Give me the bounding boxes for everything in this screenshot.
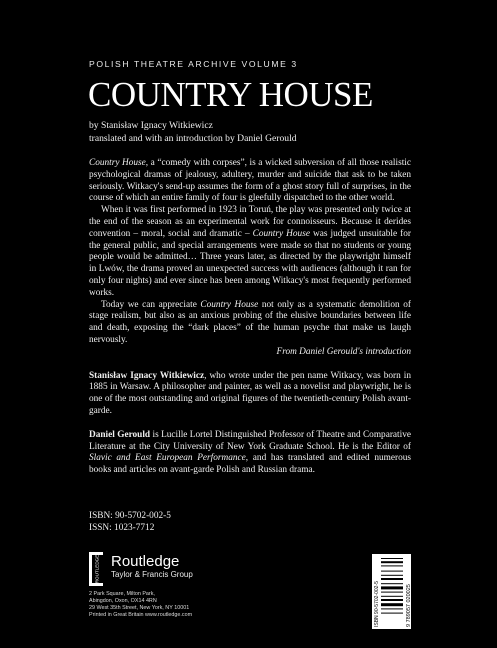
- publisher-group: Taylor & Francis Group: [111, 570, 193, 579]
- barcode-bar: [381, 571, 403, 572]
- series-title: POLISH THEATRE ARCHIVE VOLUME 3: [89, 59, 298, 69]
- play-title-italic: Country House: [89, 158, 146, 168]
- translator-credit: translated and with an introduction by Daniel Gerould: [89, 133, 297, 144]
- barcode-bar: [381, 575, 403, 576]
- barcode-isbn-text: ISBN 90-5702-002-5: [374, 581, 380, 627]
- quote-attribution: From Daniel Gerould's introduction: [276, 346, 411, 357]
- isbn-block: [89, 510, 171, 534]
- blurb-paragraph-1: Country House, a “comedy with corpses”, is a wicked subversion of all those realistic psychological dramas of jealousy, adultery, murder and suicide that ask to be taken seriously. Witkacy's send-up assumes the form of a ghost story full of surprises, in the course of which an entire family of four is gleefully dispatched to the other world.: [89, 158, 411, 204]
- barcode-bar: [381, 596, 403, 597]
- address-line: 2 Park Square, Milton Park,: [89, 591, 155, 597]
- play-title-italic: Country House: [200, 299, 259, 310]
- barcode-bar: [381, 578, 403, 580]
- routledge-logo-graphic: [89, 552, 105, 586]
- barcode-bar: [381, 613, 403, 614]
- barcode: [372, 554, 411, 629]
- play-title-italic: Country House: [252, 228, 310, 239]
- author-credit: by Stanisław Ignacy Witkiewicz: [89, 120, 213, 131]
- publisher-block: [89, 552, 193, 586]
- address-line: 29 West 35th Street, New York, NY 10001: [89, 605, 190, 612]
- translator-name: Daniel Gerould: [89, 429, 151, 440]
- address-line: Abingdon, Oxon, OX14 4RN: [89, 598, 157, 605]
- barcode-bar: [381, 586, 403, 589]
- journal-title: Slavic and East European Performance: [89, 453, 246, 464]
- publisher-name: Routledge: [111, 553, 180, 570]
- translator-bio: Daniel Gerould is Lucille Lortel Distinguished Professor of Theatre and Comparative Literature at the City University of New York Graduate School. He is the Editor of Slavic and East European Performance, and has translated and edited numerous books and articles on avant-garde Polish and Russian drama.: [89, 429, 412, 476]
- barcode-digits: 9 789057 020025: [406, 584, 412, 627]
- barcode-bar: [381, 608, 403, 609]
- issn-number: ISSN: 1023-7712: [89, 523, 155, 533]
- barcode-bar: [381, 561, 403, 563]
- blurb-paragraph-3: Today we can appreciate Country House not only as a systematic demolition of stage realism, but also as an anxious probing of the elusive boundaries between life and death, exposing the “dark places” of the human psyche that make us laugh nervously.: [89, 299, 411, 345]
- routledge-logo-icon: [89, 552, 105, 586]
- description: [89, 158, 411, 477]
- barcode-bar: [381, 558, 403, 559]
- author-name: Stanisław Ignacy Witkiewicz: [89, 370, 205, 381]
- author-bio: Stanisław Ignacy Witkiewicz, who wrote under the pen name Witkacy, was born in 1885 in Warsaw. A philosopher and painter, as well as a novelist and playwright, he is one of the most outstanding and original figures of the twentieth-century Polish avant-garde.: [89, 370, 411, 416]
- publisher-address: [89, 591, 192, 619]
- byline: [89, 119, 297, 145]
- barcode-bar: [381, 599, 403, 601]
- blurb-paragraph-2: When it was first performed in 1923 in Toruń, the play was presented only twice at the end of the season as an experimental work for connoisseurs. Because it derides convention – moral, social and dramatic – Country House was judged unsuitable for the general public, and special arrangements were made so that no students or young people would be admitted… Three years later, as directed by the playwright himself in Lwów, the drama proved an unexpected success with audiences (although it ran for only four nights) and ever since has been among Witkacy's most frequently performed works.: [89, 205, 411, 298]
- barcode-bar: [381, 583, 403, 584]
- barcode-bar: [381, 565, 403, 566]
- isbn-number: ISBN: 90-5702-002-5: [89, 511, 171, 521]
- address-line: Printed in Great Britain www.routledge.com: [89, 612, 193, 619]
- barcode-bar: [381, 592, 403, 593]
- barcode-bar: [381, 603, 403, 606]
- logo-wordmark: ROUTLEDGE: [94, 554, 100, 584]
- book-title: COUNTRY HOUSE: [88, 75, 373, 114]
